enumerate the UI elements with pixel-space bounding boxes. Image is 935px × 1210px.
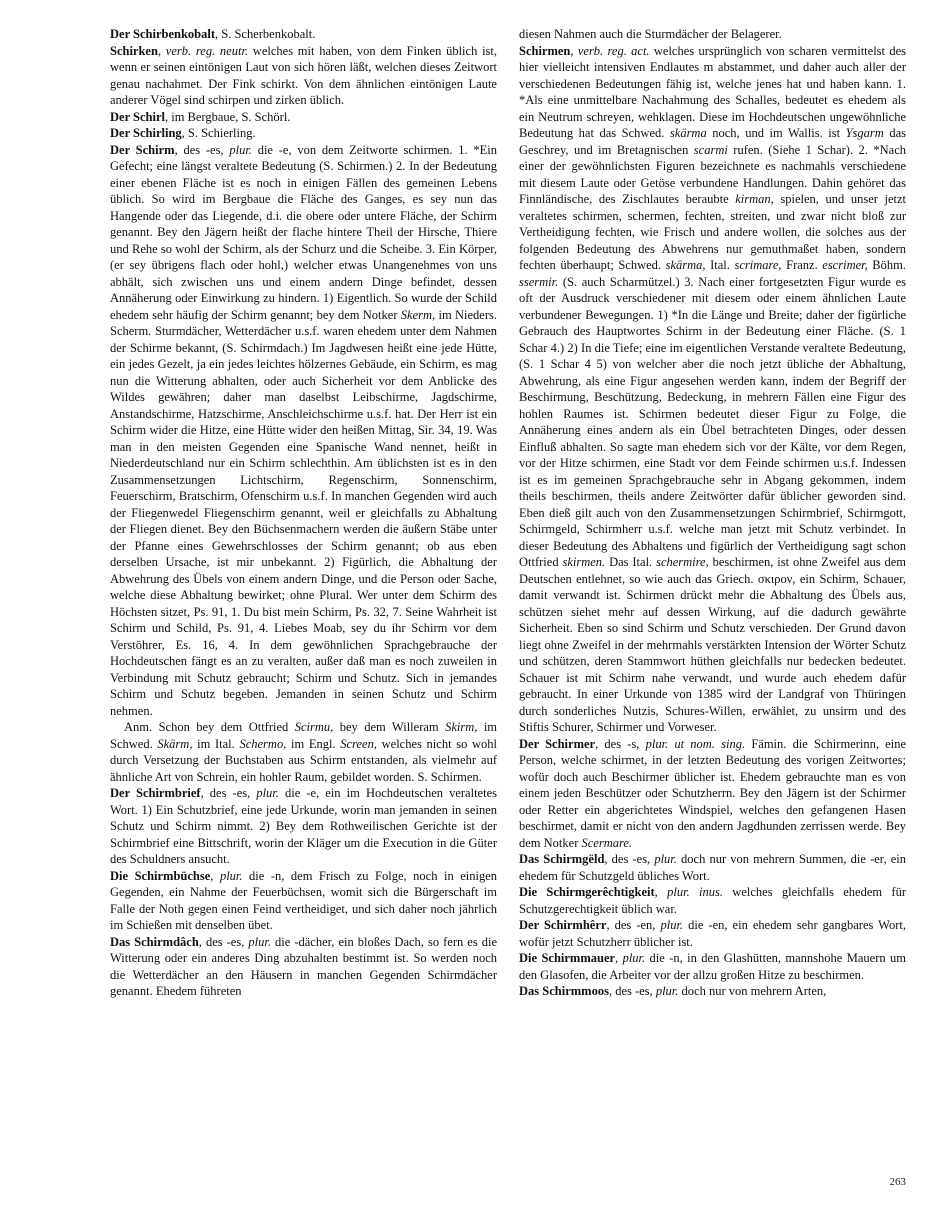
entry-text: , des -s, — [595, 736, 646, 751]
entry-text: beschirmen, ist ohne Zweifel aus dem Deutschen entlehnet, so wie auch das Griech. σκιρον, ein Schirm, Schauer, damit verwandt ist. Schirmen drückt mehr die Abhaltung des Übels aus, schützen siehet mehr auf dessen Wirkung, auf die dadurch gewährte Sicherheit. Eben so sind Schirm und Schutz verschieden. Der Grund davon liegt ohne Zweifel in der mehrmahls verstärkten Intension der Wörter Schutz und schützen, deren Stammwort hüthen gleichfalls nur bedecken bedeutet. Schauer ist mit Schirm nahe verwandt, und wurde auch ehedem dafür gebraucht. In einer Urkunde von 1385 wird der Landgraf von Thüringen durch sonderliches Nutzis, Schures-Willen, erwählet, zu unsirm und des Stiftis Schurer, Schirmer und Vorweser. — [519, 555, 906, 734]
entry-text: Ital. — [705, 258, 735, 272]
entry-grammar-italic: skärma — [669, 126, 707, 140]
dictionary-entry — [110, 109, 497, 126]
entry-text: Fämin. die Schirmerinn, eine Person, welche schirmet, in der letzten Bedeutung des vorigen Zeitwortes; wofür doch auch Beschirmer üblicher ist. Ehedem gebrauchte man es von einem jeden Beschützer oder Schutzherrn. Bey den Jägern ist der Schirmer oder Retter ein abgerichtetes Windspiel, welches den gefangenen Hasen beschirmet, damit er nicht von den andern Jagdhunden zerrissen werde. Bey dem Notker — [519, 736, 906, 850]
entry-grammar-italic: Skerm, — [400, 307, 436, 322]
entry-grammar-italic: scrimare, — [734, 258, 782, 272]
entry-text: die -en, ein ehedem sehr gangbares Wort, wofür jetzt Schutzherr üblicher ist. — [519, 918, 906, 949]
page-number: 263 — [889, 1176, 906, 1188]
entry-text: die -dächer, ein bloßes Dach, so fern es die Witterung oder ein anderes Ding abzuhalten bestimmt ist. So werden noch die Wetterdächer an den Häusern in manchen Gegenden Schirmdächer genannt. Ehedem führeten — [110, 934, 497, 998]
entry-text: im Engl. — [286, 736, 341, 751]
entry-grammar-italic: verb. reg. act. — [577, 43, 650, 58]
entry-text: doch nur von mehrern Arten, — [678, 984, 827, 998]
entry-text: , im Bergbaue, S. Schörl. — [164, 109, 291, 124]
entry-text: noch, und im Wallis. ist — [706, 126, 846, 140]
entry-headword: Das Schirmmoos — [519, 984, 609, 998]
entry-text: Böhm. — [867, 258, 906, 272]
entry-headword: Der Schirm — [110, 142, 175, 157]
entry-text: , des -es, — [198, 934, 249, 949]
entry-text: welches nicht so wohl durch Versetzung der Buchstaben aus Schirm entstanden, als vielmehr auf ähnliche Art von Schrein, ein hohler Raum, gebildet worden. S. Schirmen. — [110, 736, 497, 784]
entry-grammar-italic: ssermir. — [519, 274, 559, 289]
entry-text: rufen. (Siehe 1 Schar). 2. *Nach einer der gewöhnlichsten Figuren bezeichnete es nachmahls verschiedene mit diesem Laute oder Getöse verbundene Handlungen. Dahin gehöret das Finnländische, des Zischlautes beraubte — [519, 142, 906, 206]
entry-text: , S. Scherbenkobalt. — [215, 27, 316, 41]
entry-text: doch nur von mehrern Summen, die -er, ein ehedem für Schutzgeld übliches Wort. — [519, 852, 906, 883]
entry-grammar-italic: verb. reg. neutr. — [165, 43, 249, 58]
entry-grammar-italic: plur. — [248, 934, 271, 949]
entry-grammar-italic: plur. ut nom. sing. — [645, 736, 746, 751]
entry-text: welches ursprünglich von scharen vermittelst des hier vielleicht intensiven Endlautes m abstammet, und daher auch aller der verschiedenen Bedeutungen fähig ist, welche jenes hat und haben kann. 1. *Als eine unmittelbare Nachahmung des Schalles, bedeutet es ehedem als ein Neutrum schreyen, wehklagen. Diese im Hochdeutschen ungewöhnliche Bedeutung hat das Schwed. — [519, 43, 906, 140]
entry-headword: Schirmen — [519, 43, 571, 58]
entry-grammar-italic: Skirm, — [445, 720, 478, 734]
entry-grammar-italic: skärma, — [665, 258, 706, 272]
entry-grammar-italic: plur. — [256, 786, 279, 800]
entry-text: , — [210, 868, 220, 883]
entry-text: die -e, von dem Zeitworte schirmen. 1. *Ein Gefecht; eine längst veraltete Bedeutung (S. Schirmen.) 2. In der Bedeutung einer ebenen Fläche ist es noch in einigen Fällen des gemeinen Lebens üblich. So wird im Bergbaue die Fläche des Ganges, es sey nun das Hangende oder das Liegende, d.i. die obere oder untere Fläche, der Schirm genannt. Bey den Jägern heißt der flache hintere Theil der Hirsche, Thiere und Rehe so wohl der Schirm, als der Schurz und die Scheibe. 3. Ein Körper, (er sey übrigens flach oder hohl,) welcher etwas Unangenehmes von uns abhält, sich zwischen uns und einem andern Dinge befindet, dessen Annäherung oder Einwirkung zu hindern. 1) Eigentlich. So wurde der Schild ehedem sehr häufig der Schirm genannt; bey dem Notker — [110, 142, 497, 322]
entry-text: das Geschrey, und im Bretagnischen — [519, 126, 906, 157]
entry-grammar-italic: scarmi — [693, 142, 728, 157]
entry-headword: Die Schirmgerêchtigkeit — [519, 885, 655, 899]
entry-headword: Das Schirmgëld — [519, 852, 605, 866]
entry-grammar-italic: kirman, — [735, 192, 774, 206]
entry-text: , — [654, 885, 668, 899]
dictionary-entry — [110, 934, 497, 1000]
entry-text: welches mit haben, von dem Finken üblich ist, wenn er seinen eintönigen Laut von sich hören läßt, welchen dieses Zeitwort genau nachahmet. Der Fink schirkt. Von dem ähnlichen eintönigen Laute anderer Vögel sind schirpen und zirken üblich. — [110, 43, 497, 107]
dictionary-entry — [519, 736, 906, 852]
entry-grammar-italic: plur. — [655, 984, 679, 998]
entry-headword: Der Schirl — [110, 109, 165, 124]
dictionary-entry — [110, 719, 497, 785]
entry-text: diesen Nahmen auch die Sturmdächer der Belagerer. — [519, 27, 782, 41]
entry-headword: Schirken — [110, 43, 158, 58]
entry-text: die -n, in den Glashütten, mannshohe Mauern um den Glasofen, die Arbeiter vor der allzu großen Hitze zu beschirmen. — [519, 951, 906, 982]
entry-text: , des -es, — [174, 142, 230, 157]
entry-grammar-italic: plur. — [219, 868, 243, 883]
entry-grammar-italic: plur. inus. — [667, 885, 723, 899]
entry-headword: Der Schirmbrief — [110, 786, 201, 800]
entry-text: , des -es, — [604, 852, 655, 866]
entry-headword: Die Schirmmauer — [519, 951, 616, 965]
entry-text: , des -es, — [608, 984, 656, 998]
entry-text: Das Ital. — [605, 555, 657, 569]
entry-text: bey dem Willeram — [333, 720, 446, 734]
entry-grammar-italic: Scirmu, — [294, 720, 334, 734]
dictionary-entry — [110, 142, 497, 720]
entry-text: , S. Schierling. — [181, 126, 256, 140]
entry-text: , — [615, 951, 623, 965]
dictionary-entry — [519, 917, 906, 950]
entry-text: , — [570, 43, 578, 58]
entry-headword: Der Schirmer — [519, 736, 596, 751]
dictionary-entry — [519, 26, 906, 43]
entry-headword: Der Schirling — [110, 126, 182, 140]
entry-grammar-italic: Skärm, — [157, 736, 193, 751]
dictionary-entry — [110, 43, 497, 109]
entry-text: die -e, ein im Hochdeutschen veraltetes Wort. 1) Ein Schutzbrief, eine jede Urkunde, worin man jemanden in seinen Schutz und Schirm nimmt. 2) Bey dem Rothweilischen Gerichte ist der Schirmbrief eine Bittschrift, worin der Kläger um die Execution in die Güter des Schuldners ansucht. — [110, 786, 497, 866]
entry-grammar-italic: Screen, — [340, 736, 377, 751]
entry-grammar-italic: plur. — [660, 918, 684, 932]
dictionary-entry — [519, 884, 906, 917]
entry-grammar-italic: schermire, — [656, 555, 709, 569]
entry-text: spielen, und unser jetzt veraltetes schirmen, schermen, fechten, streiten, und zwar nicht bloß zur Vertheidigung fechten, wie Frisch und andere wollen, die solches aus der folgenden Bedeutung des Abwehrens nur gemuthmaßet haben, sondern fechten überhaupt; Schwed. — [519, 192, 906, 272]
entry-grammar-italic: escrimer, — [822, 258, 868, 272]
entry-headword: Der Schirbenkobalt — [110, 27, 215, 41]
entry-grammar-italic: Schermo, — [239, 736, 287, 751]
entry-grammar-italic: Scermare. — [581, 835, 633, 850]
entry-text: im Schwed. — [110, 720, 497, 751]
entry-text: Anm. Schon bey dem Ottfried — [124, 720, 295, 734]
dictionary-entry — [110, 26, 497, 43]
entry-grammar-italic: Ysgarm — [845, 126, 884, 140]
dictionary-entry — [519, 43, 906, 736]
dictionary-entry — [110, 868, 497, 934]
entry-text: im Nieders. Scherm. Sturmdächer, Wetterdächer u.s.f. waren ehedem unter dem Nahmen der Schirme bekannt, (S. Schirmdach.) Im Jagdwesen heißt eine jede Hütte, ein jedes Gezelt, ja ein jedes leichtes hölzernes Gebäude, ein Schirm, es mag nun die Witterung abhalten, oder auch Sicherheit vor dem Anblicke des Wildes gewähren; daher man daselbst Leibschirme, Jagdschirme, Anstandschirme, Hatzschirme, Anschleichschirme u.s.f. hat. Der Herr ist ein Schirm wider die Hitze, eine Hütte wider den heißen Mittag, Sir. 34, 19. Was man in den meisten Gegenden eine Spanische Wand nennet, heißt in Niederdeutschland nur ein Schirm schlechthin. Am üblichsten ist es in den Zusammensetzungen Lichtschirm, Regenschirm, Sonnenschirm, Feuerschirm, Bratschirm, Ofenschirm u.s.f. In manchen Gegenden wird auch der Fliegenwedel Fliegenschirm genannt, weil er gleichfalls zu Abhaltung der Fliegen dienet. Bey den Büchsenmachern werden die äußern Stäbe unter der Pfanne eines Gewehrschlosses der Schirm genannt; ob aus eben derselben Ursache, ist mir unbekannt. 2) Figürlich, die Abhaltung der Abwehrung des Übels von einem andern Dinge, und die Person oder Sache, welche diese Abhaltung bewirket; ohne Plural. Wer unter dem Schirm des Höchsten sitzet, Ps. 91, 1. Du bist mein Schirm, Ps. 32, 7. Seine Wahrheit ist Schirm und Schild, Ps. 91, 4. Liebes Moab, sey du ihr Schirm vor dem Verstöhrer, Es. 16, 4. In dem gewöhnlichen Sprachgebrauche der Hochdeutschen fängt es an zu veralten, außer daß man es noch zuweilen in Verbindung mit Schutz gebraucht; Schirm und Schutz. Sich in jemandes Schirm und Schutz begeben. Jemanden in seinen Schutz und Schirm nehmen. — [110, 307, 497, 718]
entry-headword: Die Schirmbüchse — [110, 868, 211, 883]
entry-text: , des -en, — [606, 918, 661, 932]
right-column — [519, 26, 906, 1176]
entry-text: (S. auch Scharmützel.) 3. Nach einer fortgesetzten Figur wurde es oft der Ausdruck verschiedener mit diesem oder einem ähnlichen Laute verbundener Bewegungen. 1) *In die Länge und Breite; daher der figürliche Gebrauch des Hauptwortes Schirm in der Bedeutung einer Fläche. (S. 1 Schar 4.) 2) In die Tiefe; eine im eigentlichen Verstande veraltete Bedeutung, (S. 1 Schar 4 5) von welcher aber die noch jetzt übliche der Abhaltung, Abwehrung, als eine Figur angesehen werden kann, indem der Begriff der Beschirmung, Beschützung, Bedeckung, in mehrern Fällen eine Figur des hohlen Raumes ist. Schirmen bedeutet dieser Figur zu Folge, die Annäherung eines andern als ein Übel betrachteten Dinges, oder dessen Einfluß abhalten. So sagte man ehedem sich vor der Kälte, vor dem Regen, vor der Hitze schirmen, eine Stadt vor dem Feinde schirmen u.s.f. Indessen ist es im gemeinen Sprachgebrauche sehr in Abgang gekommen, indem theils beschirmen, theils andere Zeitwörter dafür üblicher geworden sind. Eben dieß gilt auch von den Zusammensetzungen Schirmbrief, Schirmgott, Schirmgeld, Schirmherr u.s.f. welche man jetzt mit Schutz verbindet. In dieser Bedeutung des Abhaltens und figürlich der Vertheidigung sagt schon Ottfried — [519, 274, 906, 569]
entry-text: , — [157, 43, 166, 58]
dictionary-entry — [110, 125, 497, 142]
entry-text: Franz. — [781, 258, 823, 272]
left-column — [110, 26, 497, 1176]
entry-grammar-italic: plur. — [229, 142, 252, 157]
entry-headword: Der Schirmhêrr — [519, 918, 607, 932]
entry-text: im Ital. — [192, 736, 240, 751]
dictionary-entry — [110, 785, 497, 868]
dictionary-entry — [519, 950, 906, 983]
entry-text: welches gleichfalls ehedem für Schutzgerechtigkeit üblich war. — [519, 885, 906, 916]
entry-headword: Das Schirmdâch — [110, 934, 199, 949]
entry-grammar-italic: plur. — [654, 852, 677, 866]
dictionary-entry — [519, 983, 906, 1000]
dictionary-entry — [519, 851, 906, 884]
entry-grammar-italic: plur. — [622, 951, 646, 965]
entry-text: , des -es, — [200, 786, 257, 800]
entry-text: die -n, dem Frisch zu Folge, noch in einigen Gegenden, ein Nahme der Feuerbüchsen, womit sich die Bürgerschaft im Falle der Noth gegen einen Feind vertheidiget, und sich daher noch jährlich im Schießen mit denselben übet. — [110, 868, 497, 932]
entry-grammar-italic: skirmen. — [562, 555, 606, 569]
